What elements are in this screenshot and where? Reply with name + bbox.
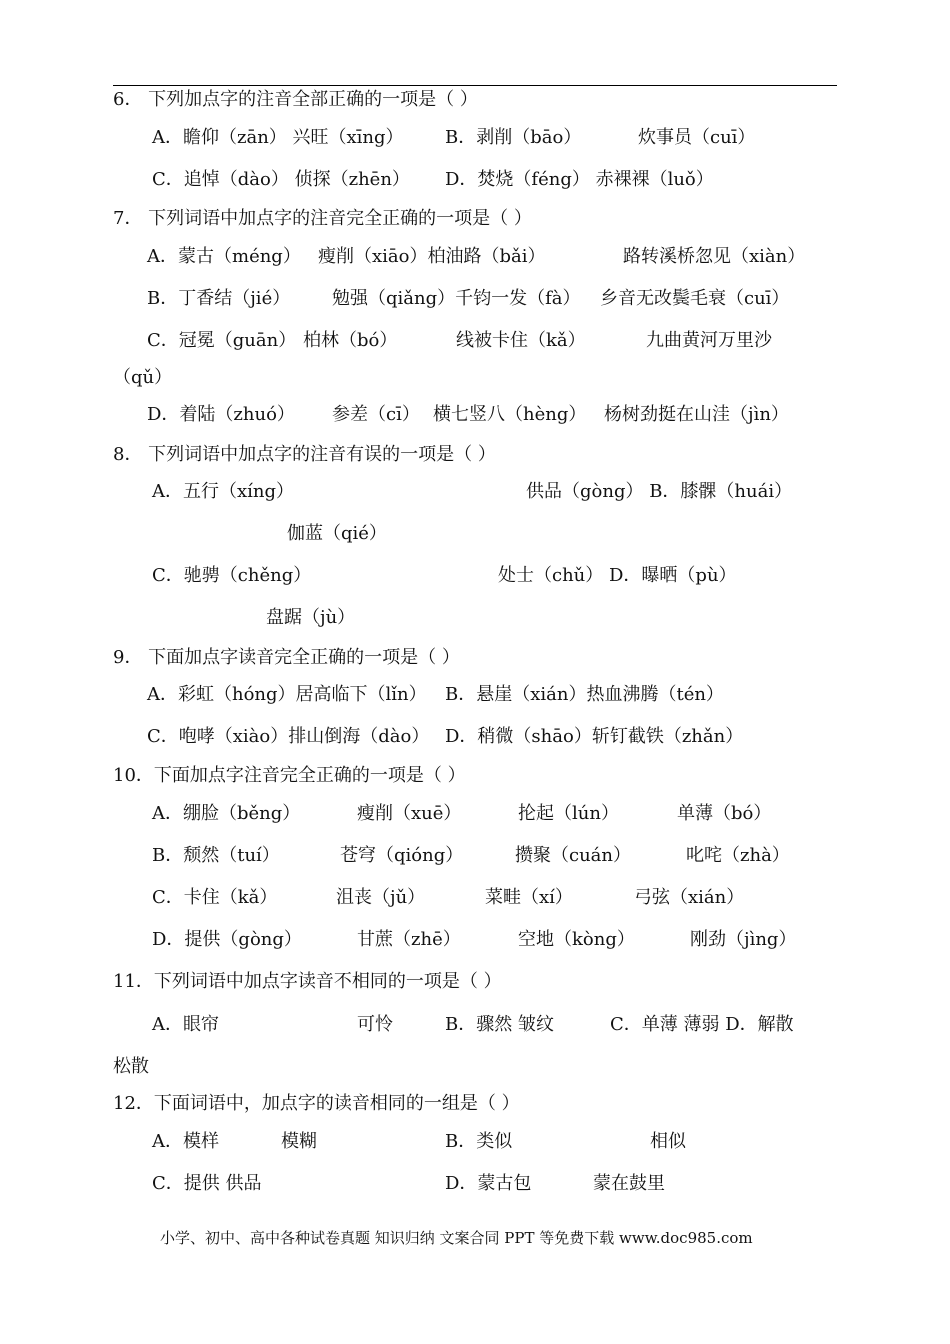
option-text: 苍穹（qióng）: [340, 845, 464, 866]
question-stem: 11．下列词语中加点字读音不相同的一项是（ ）: [113, 971, 502, 992]
option-text: D．焚烧（féng） 赤裸裸（luǒ）: [445, 169, 714, 190]
option-text: A．蒙古（méng）: [147, 246, 301, 267]
option-text: 柏林（bó）: [303, 330, 398, 351]
question-stem: 7． 下列词语中加点字的注音完全正确的一项是（ ）: [113, 208, 532, 229]
option-text: 瘦削（xiāo）柏油路（bǎi）: [318, 246, 546, 267]
option-text: A．绷脸（běng）: [152, 803, 301, 824]
option-text: 模糊: [281, 1131, 317, 1152]
header-rule: [113, 85, 837, 86]
option-text: 单薄（bó）: [677, 803, 772, 824]
option-text: D．蒙古包: [445, 1173, 532, 1194]
question-stem: 12．下面词语中，加点字的读音相同的一组是（ ）: [113, 1093, 520, 1114]
option-text: C．冠冕（guān）: [147, 330, 297, 351]
option-text: A．五行（xíng）: [152, 481, 295, 502]
option-text: 参差（cī）: [332, 404, 420, 425]
option-text: 伽蓝（qié）: [287, 523, 387, 544]
option-text: C．驰骋（chěng）: [152, 565, 312, 586]
option-text: 沮丧（jǔ）: [336, 887, 426, 908]
option-text: 空地（kòng）: [518, 929, 635, 950]
option-text: 盘踞（jù）: [266, 607, 356, 628]
option-text: A．模样: [152, 1131, 219, 1152]
option-text: （qǔ）: [113, 367, 173, 388]
option-text: 松散: [113, 1056, 149, 1077]
option-text: B．剥削（bāo）: [445, 127, 582, 148]
option-text: B．骤然 皱纹: [445, 1014, 554, 1035]
option-text: 抡起（lún）: [518, 803, 619, 824]
option-text: B．丁香结（jié）: [147, 288, 291, 309]
option-text: 九曲黄河万里沙: [646, 330, 772, 351]
option-text: 处士（chǔ） D．曝晒（pù）: [498, 565, 737, 586]
option-text: C．单薄 薄弱 D．解散: [610, 1014, 794, 1035]
option-text: 攒聚（cuán）: [515, 845, 631, 866]
option-text: C．追悼（dào） 侦探（zhēn）: [152, 169, 410, 190]
option-text: D．提供（gòng）: [152, 929, 302, 950]
option-text: B．悬崖（xián）热血沸腾（tén）: [445, 684, 724, 705]
question-stem: 10．下面加点字注音完全正确的一项是（ ）: [113, 765, 466, 786]
option-text: C．提供 供品: [152, 1173, 262, 1194]
option-text: B．颓然（tuí）: [152, 845, 280, 866]
question-stem: 6． 下列加点字的注音全部正确的一项是（ ）: [113, 89, 478, 110]
option-text: 相似: [650, 1131, 686, 1152]
option-text: 甘蔗（zhē）: [357, 929, 461, 950]
option-text: 线被卡住（kǎ）: [456, 330, 586, 351]
option-text: C．卡住（kǎ）: [152, 887, 278, 908]
option-text: 杨树劲挺在山洼（jìn）: [604, 404, 789, 425]
option-text: 弓弦（xián）: [634, 887, 745, 908]
option-text: 横七竖八（hèng）: [433, 404, 587, 425]
question-stem: 9． 下面加点字读音完全正确的一项是（ ）: [113, 647, 460, 668]
option-text: 路转溪桥忽见（xiàn）: [623, 246, 806, 267]
option-text: D．稍微（shāo）斩钉截铁（zhǎn）: [445, 726, 744, 747]
option-text: 刚劲（jìng）: [690, 929, 797, 950]
option-text: B．类似: [445, 1131, 513, 1152]
option-text: 蒙在鼓里: [593, 1173, 665, 1194]
option-text: A．瞻仰（zān） 兴旺（xīng）: [152, 127, 404, 148]
option-text: A．彩虹（hóng）居高临下（lǐn）: [147, 684, 427, 705]
option-text: 叱咤（zhà）: [686, 845, 790, 866]
option-text: 勉强（qiǎng）千钧一发（fà）: [332, 288, 581, 309]
option-text: 炊事员（cuī）: [638, 127, 756, 148]
option-text: C．咆哮（xiào）排山倒海（dào）: [147, 726, 430, 747]
option-text: 瘦削（xuē）: [357, 803, 462, 824]
option-text: 乡音无改鬓毛衰（cuī）: [600, 288, 790, 309]
option-text: D．着陆（zhuó）: [147, 404, 295, 425]
option-text: A．眼帘: [152, 1014, 219, 1035]
option-text: 菜畦（xí）: [485, 887, 573, 908]
page-footer: 小学、初中、高中各种试卷真题 知识归纳 文案合同 PPT 等免费下载 www.doc985.com: [160, 1229, 753, 1247]
option-text: 可怜: [357, 1014, 393, 1035]
question-stem: 8． 下列词语中加点字的注音有误的一项是（ ）: [113, 444, 496, 465]
option-text: 供品（gòng） B．膝髁（huái）: [526, 481, 793, 502]
